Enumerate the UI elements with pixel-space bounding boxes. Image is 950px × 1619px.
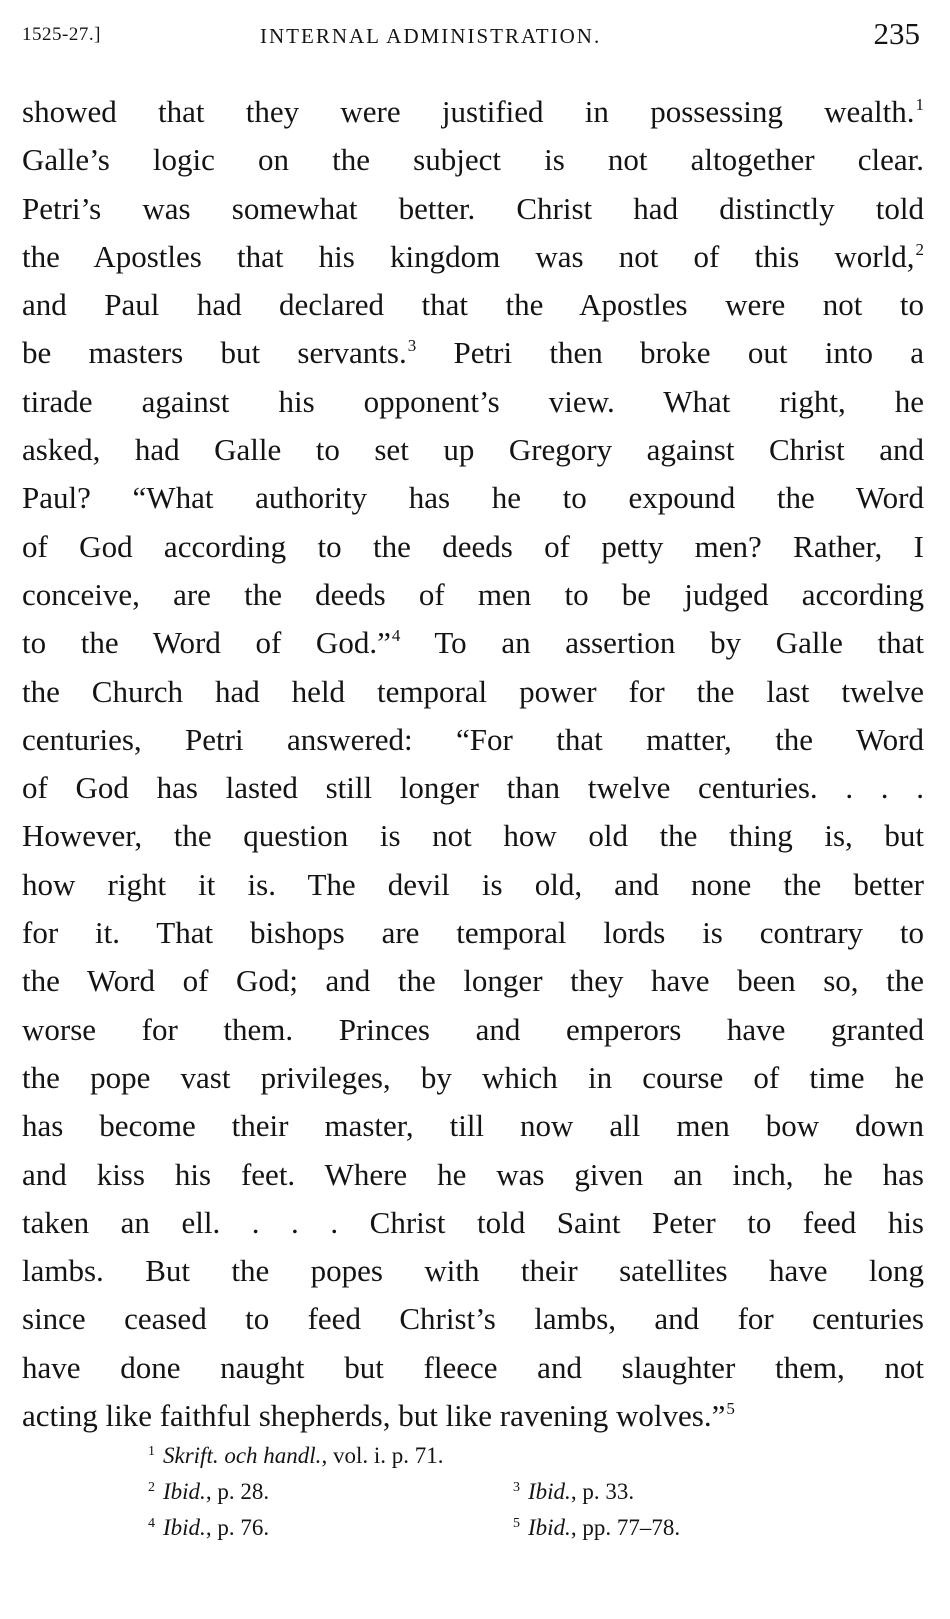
- line-text: However, the question is not how old the thing is, but: [22, 818, 924, 854]
- line-text: has become their master, till now all men bow down: [22, 1108, 924, 1144]
- footnote-source-title: Ibid.: [528, 1479, 571, 1504]
- line-text: be masters but servants.: [22, 335, 407, 371]
- footnote-row: [148, 1506, 788, 1542]
- text-line: [22, 1054, 924, 1102]
- footnote-source-title: Ibid.: [528, 1515, 571, 1540]
- line-text: of God has lasted still longer than twelve centuries. . . .: [22, 770, 924, 806]
- text-line: [22, 619, 924, 667]
- text-line: [22, 957, 924, 1005]
- footnote-marker: 5: [726, 1399, 735, 1419]
- line-text: the Church had held temporal power for the last twelve: [22, 673, 924, 709]
- footnote-page-ref: , p. 28.: [205, 1479, 270, 1504]
- line-text: have done naught but fleece and slaughter them, not: [22, 1349, 924, 1385]
- line-text: since ceased to feed Christ’s lambs, and for centuries: [22, 1301, 924, 1337]
- footnote-marker: 2: [915, 239, 924, 259]
- footnote-source-title: Ibid.: [163, 1515, 206, 1540]
- text-line: [22, 474, 924, 522]
- footnote-source-title: Ibid.: [163, 1479, 206, 1504]
- footnote-number: 2: [148, 1480, 155, 1495]
- text-line: [22, 281, 924, 329]
- line-text: Paul? “What authority has he to expound the Word: [22, 480, 924, 516]
- footnote-marker: 3: [407, 336, 417, 356]
- footnote-source-title: Skrift. och handl.: [163, 1443, 322, 1468]
- footnote-row: [148, 1470, 788, 1506]
- text-line: [22, 185, 924, 233]
- text-line: [22, 1102, 924, 1150]
- text-line: [22, 909, 924, 957]
- text-line: [22, 426, 924, 474]
- text-line: [22, 1344, 924, 1392]
- text-line: [22, 1151, 924, 1199]
- footnote-1: [148, 1434, 443, 1474]
- footnote-number: 3: [513, 1480, 520, 1495]
- footnote-page-ref: , vol. i. p. 71.: [321, 1443, 444, 1468]
- line-text: to the Word of God.”: [22, 625, 391, 661]
- footnote-number: 4: [148, 1516, 155, 1531]
- text-line: [22, 668, 924, 716]
- line-text: for it. That bishops are temporal lords is contrary to: [22, 915, 924, 951]
- line-text: Petri’s was somewhat better. Christ had distinctly told: [22, 190, 924, 226]
- text-line: [22, 1199, 924, 1247]
- line-text: the pope vast privileges, by which in course of time he: [22, 1059, 924, 1095]
- text-line: [22, 571, 924, 619]
- line-text: showed that they were justified in possessing wealth.: [22, 94, 915, 129]
- text-line: [22, 812, 924, 860]
- line-text: tirade against his opponent’s view. What right, he: [22, 383, 924, 419]
- text-line: [22, 764, 924, 812]
- line-text-continued: Petri then broke out into a: [416, 335, 924, 371]
- footnote-2: [148, 1470, 269, 1510]
- footnote-marker: 1: [915, 95, 924, 114]
- text-line: [22, 233, 924, 281]
- line-text: lambs. But the popes with their satellites have long: [22, 1253, 924, 1289]
- footnote-page-ref: , p. 33.: [570, 1479, 635, 1504]
- footnote-marker: 4: [391, 626, 401, 646]
- footnote-row: [148, 1434, 788, 1470]
- running-header: [22, 14, 920, 54]
- text-line: [22, 523, 924, 571]
- text-line: [22, 329, 924, 377]
- line-text: asked, had Galle to set up Gregory against Christ and: [22, 432, 924, 468]
- line-text: Galle’s logic on the subject is not altogether clear.: [22, 142, 924, 178]
- footnote-5: [513, 1506, 680, 1546]
- footnotes: [148, 1434, 788, 1542]
- line-text: centuries, Petri answered: “For that matter, the Word: [22, 721, 924, 757]
- text-line: [22, 378, 924, 426]
- text-line: [22, 861, 924, 909]
- header-running-title: INTERNAL ADMINISTRATION.: [260, 24, 602, 48]
- footnote-page-ref: , p. 76.: [205, 1515, 270, 1540]
- line-text-continued: To an assertion by Galle that: [400, 625, 924, 661]
- line-text: of God according to the deeds of petty men? Rather, I: [22, 528, 924, 564]
- text-line: [22, 716, 924, 764]
- text-line: [22, 88, 924, 136]
- line-text: the Apostles that his kingdom was not of this world,: [22, 238, 915, 274]
- line-text: conceive, are the deeds of men to be judged according: [22, 576, 924, 612]
- footnote-number: 5: [513, 1516, 520, 1531]
- line-text: taken an ell. . . . Christ told Saint Peter to feed his: [22, 1204, 924, 1240]
- text-line: [22, 1247, 924, 1295]
- footnote-page-ref: , pp. 77–78.: [570, 1515, 681, 1540]
- body-text: [22, 88, 924, 1440]
- footnote-number: 1: [148, 1444, 155, 1459]
- line-text: how right it is. The devil is old, and none the better: [22, 866, 924, 902]
- line-text: and kiss his feet. Where he was given an inch, he has: [22, 1156, 924, 1192]
- footnote-3: [513, 1470, 634, 1510]
- line-text: the Word of God; and the longer they have been so, the: [22, 963, 924, 999]
- header-date-range: 1525-27.]: [22, 24, 101, 45]
- line-text: acting like faithful shepherds, but like ravening wolves.”: [22, 1398, 726, 1434]
- text-line: [22, 136, 924, 184]
- line-text: and Paul had declared that the Apostles were not to: [22, 287, 924, 323]
- page-number: 235: [873, 16, 920, 51]
- text-line: [22, 1295, 924, 1343]
- footnote-4: [148, 1506, 269, 1546]
- line-text: worse for them. Princes and emperors have granted: [22, 1011, 924, 1047]
- text-line: [22, 1006, 924, 1054]
